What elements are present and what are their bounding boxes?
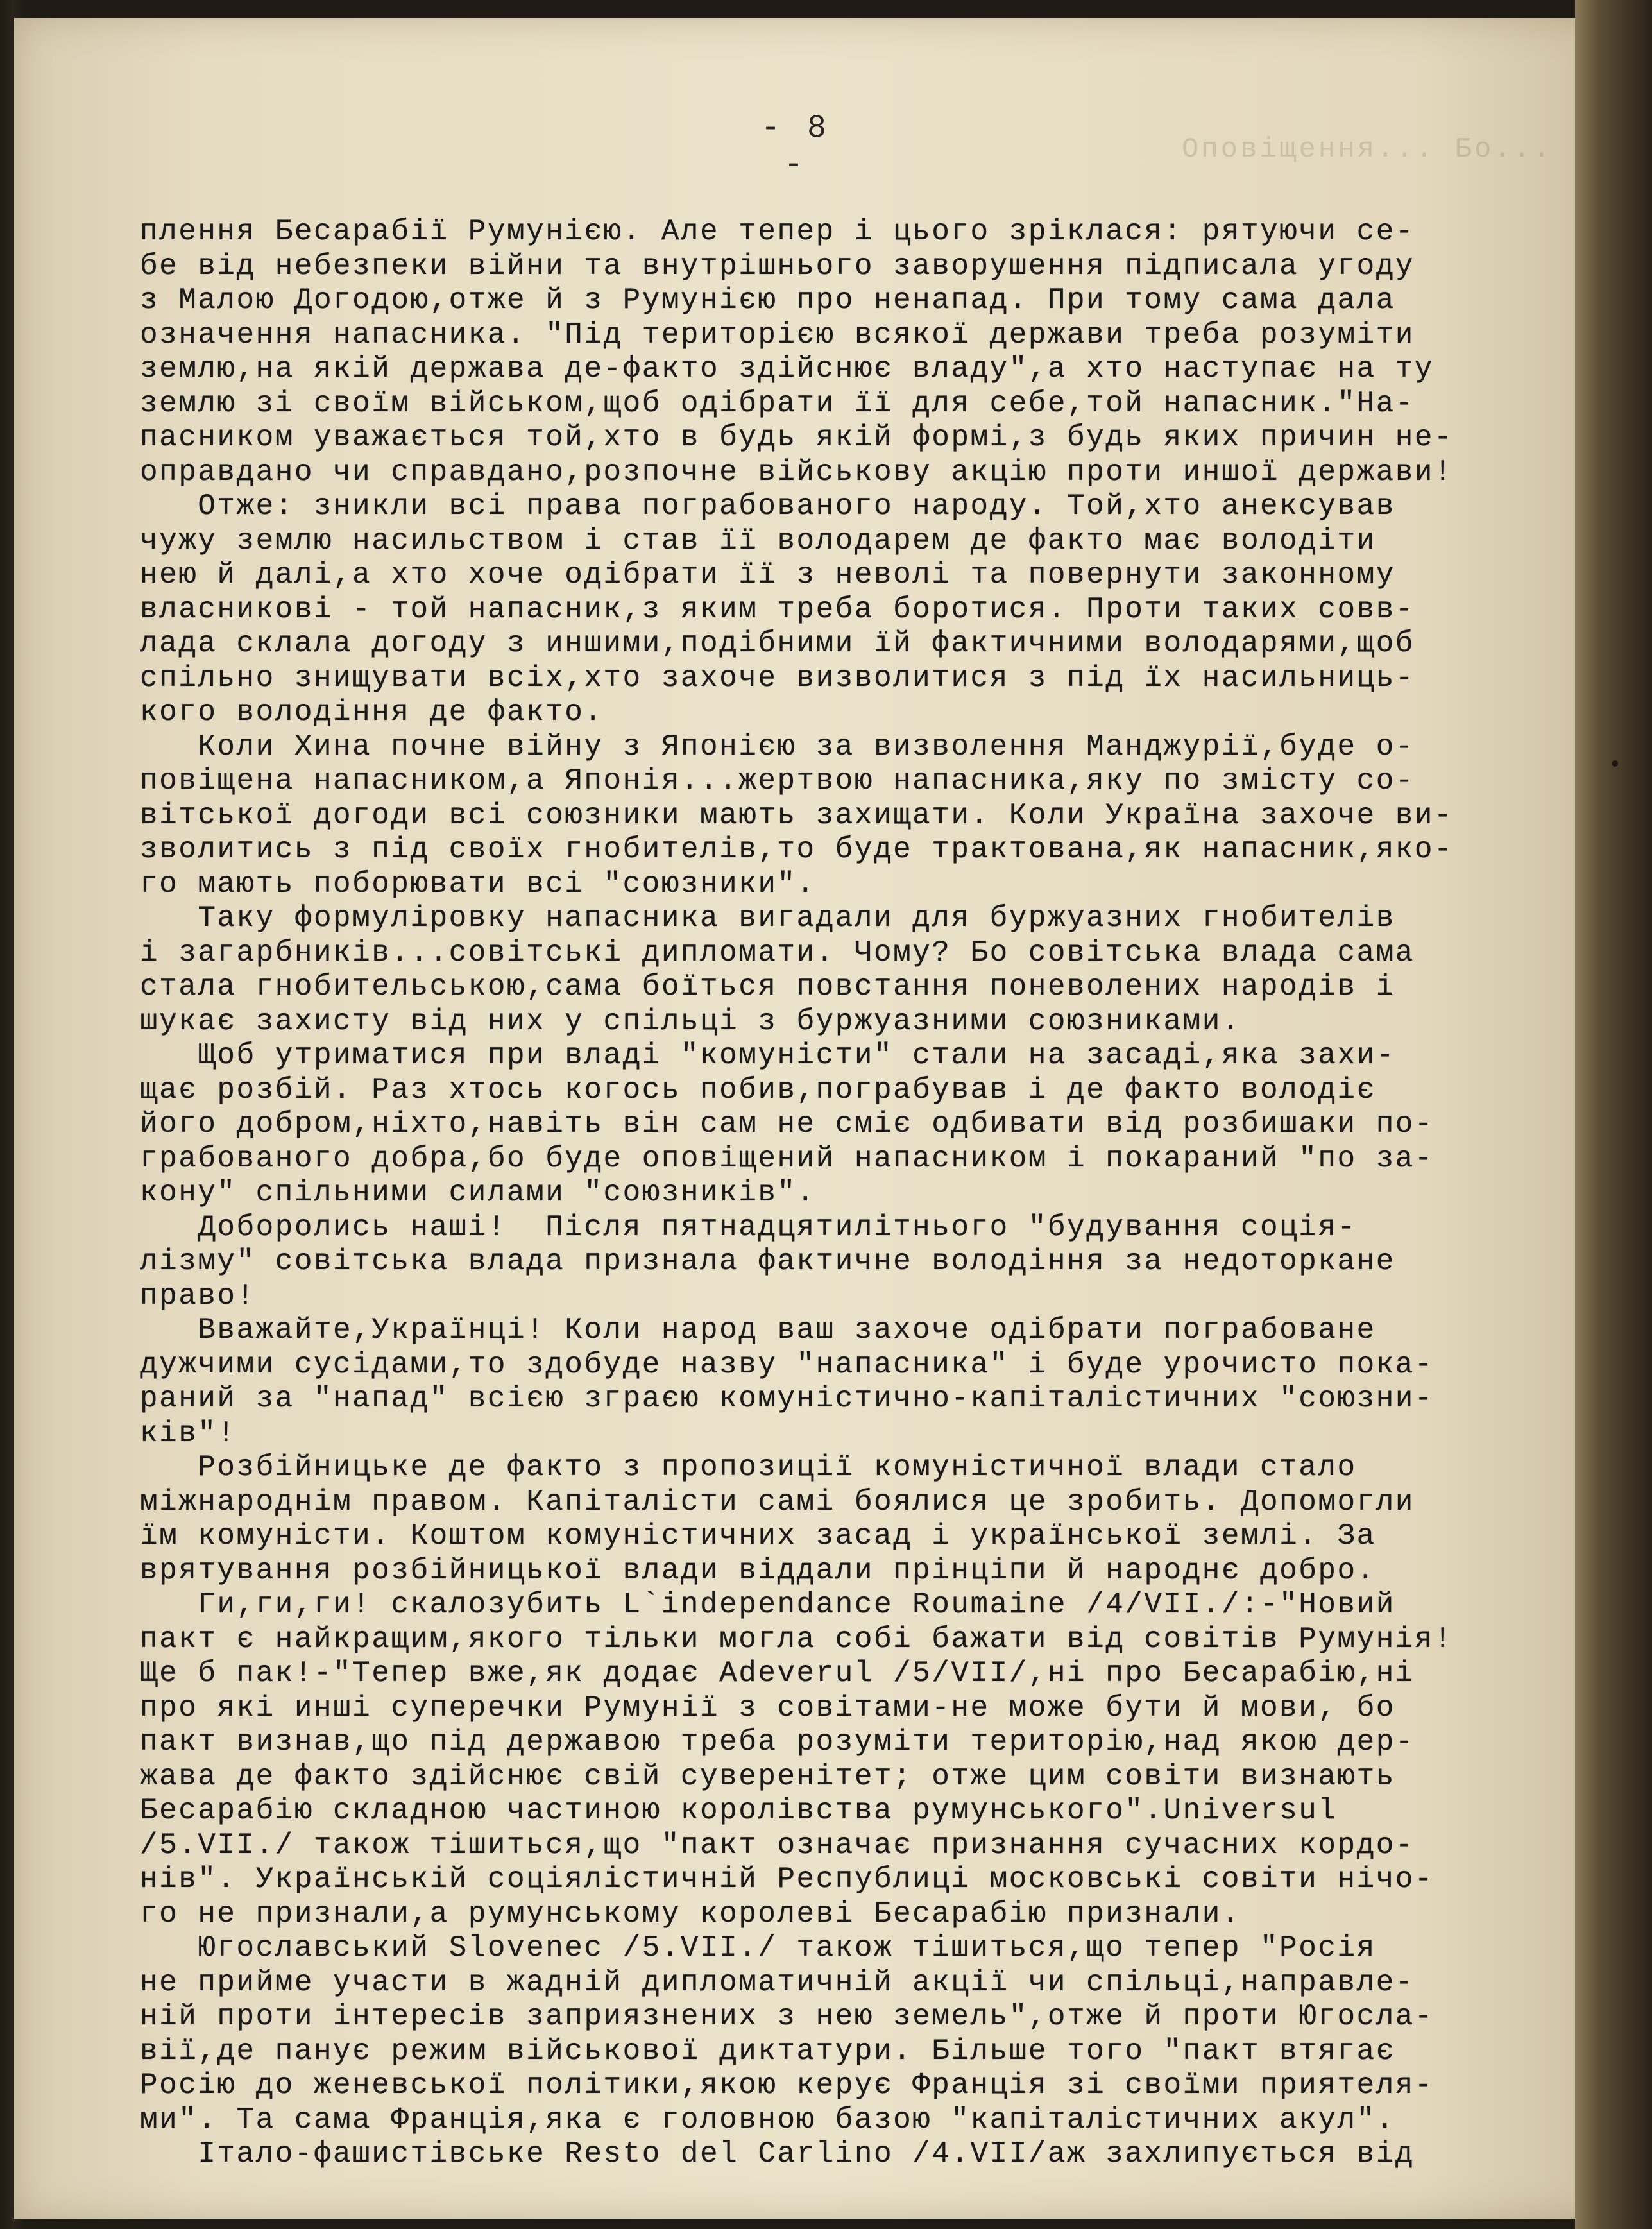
text-line: Ги,ги,ги! скалозубить L`independance Roumaine /4/VII./:-"Новий	[140, 1588, 1395, 1621]
text-line: землю зі своїм військом,щоб одібрати її для себе,той напасник."На-	[140, 386, 1415, 420]
text-line: оправдано чи справдано,розпочне військову акцію проти иншої держави!	[140, 455, 1454, 489]
text-line: його добром,ніхто,навіть він сам не сміє одбивати від розбишаки по-	[140, 1107, 1435, 1141]
text-line: нів". Українській соціялістичній Республиці московські совіти нічо-	[140, 1863, 1435, 1896]
text-line: Ще б пак!-"Тепер вже,як додає Adeverul /5/VII/,ні про Бесарабію,ні	[140, 1657, 1415, 1690]
text-line: врятування розбійницької влади віддали прінціпи й народнє добро.	[140, 1553, 1376, 1587]
text-line: Розбійницьке де факто з пропозиції комуністичної влади стало	[140, 1451, 1357, 1484]
text-line: шукає захисту від них у спільці з буржуазними союзниками.	[140, 1004, 1241, 1038]
text-line: означення напасника. "Під територією всякої держави треба розуміти	[140, 318, 1415, 352]
text-line: спільно знищувати всіх,хто захоче визволитися з під їх насильниць-	[140, 661, 1415, 695]
text-line: землю,на якій держава де-факто здійснює владу",а хто наступає на ту	[140, 352, 1435, 386]
text-line: ми". Та сама Франція,яка є головною базою "капіталістичних акул".	[140, 2103, 1395, 2137]
text-line: міжнароднім правом. Капіталісти самі боялися це зробить. Допомогли	[140, 1485, 1415, 1519]
text-line: лада склала догоду з иншими,подібними їй фактичними володарями,щоб	[140, 627, 1415, 660]
text-line: власникові - той напасник,з яким треба боротися. Проти таких совв-	[140, 592, 1415, 626]
text-line: з Малою Догодою,отже й з Румунією про ненапад. При тому сама дала	[140, 284, 1395, 317]
text-line: Бесарабію складною частиною королівства румунського".Universul	[140, 1794, 1338, 1827]
text-line: зволитись з під своїх гнобителів,то буде трактована,як напасник,яко-	[140, 833, 1454, 866]
text-line: Югославський Slovenec /5.VII./ також тішиться,що тепер "Росія	[140, 1931, 1376, 1965]
text-line: Росію до женевської політики,якою керує Франція зі своїми приятеля-	[140, 2069, 1435, 2102]
text-line: плення Бесарабії Румунією. Але тепер і цього зріклася: рятуючи се-	[140, 215, 1415, 248]
text-line: жава де факто здійснює свій суверенітет; отже цим совіти визнають	[140, 1759, 1395, 1793]
text-line: го не признали,а румунському королеві Бесарабію признали.	[140, 1897, 1241, 1931]
text-line: Коли Хина почне війну з Японією за визволення Манджурії,буде о-	[140, 730, 1415, 764]
text-line: бе від небезпеки війни та внутрішнього заворушення підписала угоду	[140, 249, 1415, 283]
text-line: Щоб утриматися при владі "комуністи" стали на засаді,яка захи-	[140, 1039, 1395, 1072]
text-line: ків"!	[140, 1416, 237, 1450]
bleed-through-text: Оповіщення... Бо...	[1182, 133, 1553, 166]
text-line: раний за "напад" всією зграєю комуністично-капіталістичних "союзни-	[140, 1382, 1435, 1415]
text-line: Вважайте,Українці! Коли народ ваш захоче одібрати пограбоване	[140, 1313, 1376, 1347]
text-line: кону" спільними силами "союзників".	[140, 1176, 816, 1209]
text-line: грабованого добра,бо буде оповіщений напасником і покараний "по за-	[140, 1141, 1435, 1175]
text-line: щає розбій. Раз хтось когось побив,пограбував і де факто володіє	[140, 1073, 1376, 1107]
text-line: не прийме участи в жадній дипломатичній акції чи спільці,направле-	[140, 1965, 1415, 1999]
text-line: Отже: зникли всі права пограбованого народу. Той,хто анексував	[140, 490, 1395, 523]
binding-mark	[1612, 760, 1618, 767]
text-line: ній проти інтересів заприязнених з нею земель",отже й проти Югосла-	[140, 2000, 1435, 2033]
text-line: лізму" совітська влада признала фактичне володіння за недоторкане	[140, 1245, 1395, 1278]
text-line: Італо-фашистівське Resto del Carlino /4.VII/аж захлипується від	[140, 2137, 1415, 2171]
text-line: пакт є найкращим,якого тільки могла собі бажати від совітів Румунія!	[140, 1622, 1454, 1656]
text-line: повіщена напасником,а Японія...жертвою напасника,яку по змісту со-	[140, 764, 1415, 798]
text-line: дужчими сусідами,то здобуде назву "напасника" і буде урочисто пока-	[140, 1347, 1435, 1381]
text-line: вітської догоди всі союзники мають захищати. Коли Україна захоче ви-	[140, 798, 1454, 832]
text-line: го мають поборювати всі "союзники".	[140, 867, 816, 901]
text-line: /5.VII./ також тішиться,що "пакт означає признання сучасних кордо-	[140, 1828, 1415, 1862]
text-line: пасником уважається той,хто в будь якій формі,з будь яких причин не-	[140, 421, 1454, 454]
text-line: і загарбників...совітські дипломати. Чому? Бо совітська влада сама	[140, 935, 1415, 969]
text-line: нею й далі,а хто хоче одібрати її з неволі та повернути законному	[140, 558, 1395, 592]
binding-edge	[1575, 0, 1652, 2229]
text-line: стала гнобительською,сама боїться повстання поневолених народів і	[140, 970, 1395, 1003]
page-number: - 8 -	[760, 110, 830, 184]
text-line: про які инші суперечки Румунії з совітами-не може бути й мови, бо	[140, 1691, 1395, 1725]
text-line: чужу землю насильством і став її володарем де факто має володіти	[140, 524, 1376, 558]
text-line: їм комуністи. Коштом комуністичних засад і української землі. За	[140, 1519, 1376, 1553]
text-line: Доборолись наші! Після пятнадцятилітнього "будування соція-	[140, 1210, 1357, 1244]
text-line: кого володіння де факто.	[140, 696, 604, 729]
text-line: пакт визнав,що під державою треба розуміти територію,над якою дер-	[140, 1725, 1415, 1759]
typewritten-body	[140, 215, 1468, 2172]
text-line: Таку формуліровку напасника вигадали для буржуазних гнобителів	[140, 901, 1395, 935]
text-line: вії,де панує режим військової диктатури. Більше того "пакт втягає	[140, 2034, 1395, 2068]
text-line: право!	[140, 1279, 256, 1313]
